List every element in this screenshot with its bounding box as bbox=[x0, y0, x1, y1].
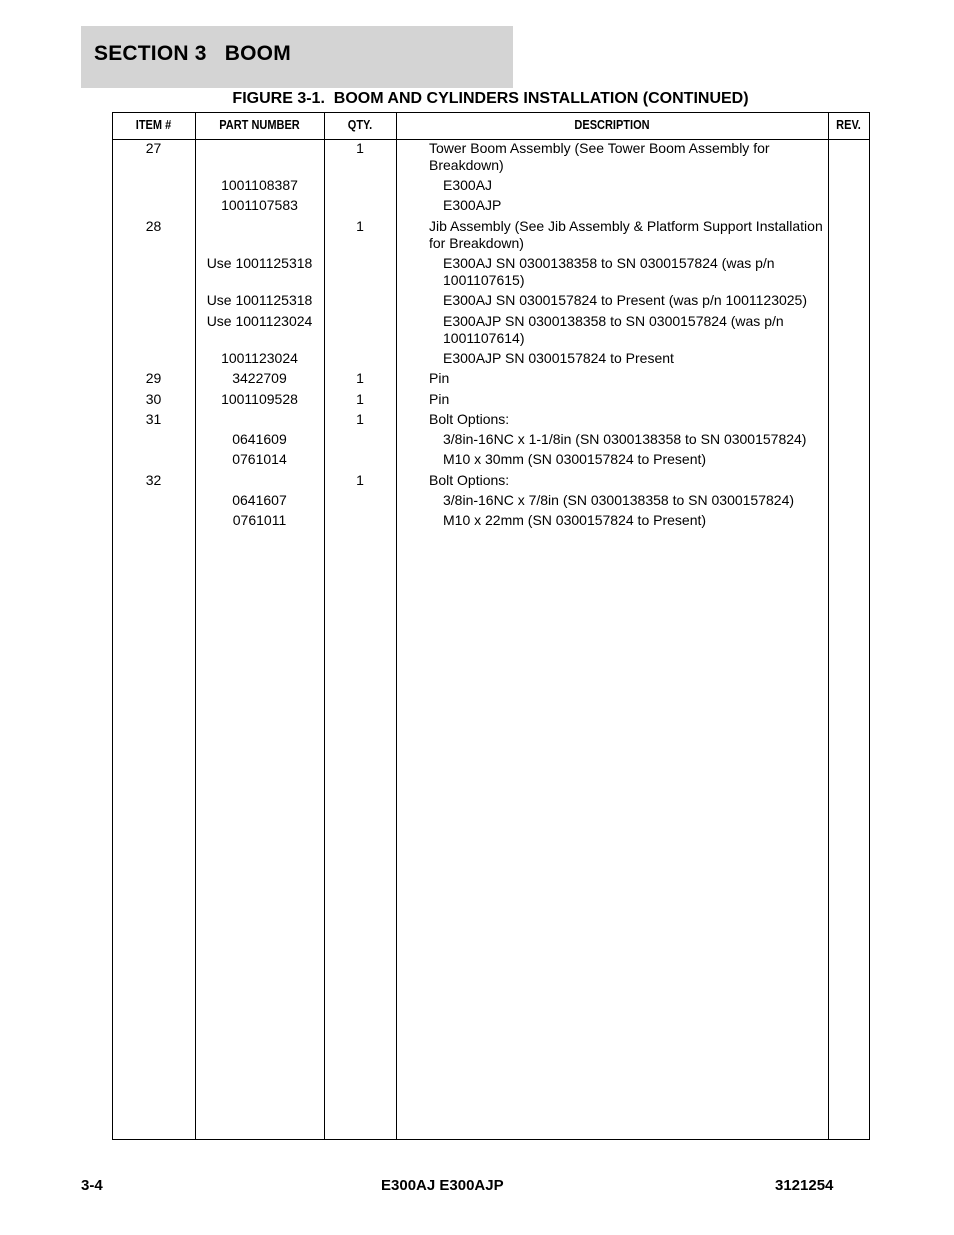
row-part-number: 0641609 bbox=[232, 431, 287, 447]
header-part-number: PART NUMBER bbox=[219, 118, 300, 132]
header-rev: REV. bbox=[836, 118, 861, 132]
row-description: E300AJ SN 0300157824 to Present (was p/n 1001123025) bbox=[443, 292, 807, 308]
row-part-number: 0761014 bbox=[232, 451, 287, 467]
row-item: 32 bbox=[145, 472, 162, 488]
footer-page-number: 3-4 bbox=[81, 1177, 103, 1194]
row-qty: 1 bbox=[356, 411, 364, 427]
row-description: Pin bbox=[429, 391, 450, 407]
row-description: Pin bbox=[429, 370, 450, 386]
figure-title: FIGURE 3-1. BOOM AND CYLINDERS INSTALLATION (CONTINUED) bbox=[232, 90, 749, 107]
row-item: 29 bbox=[145, 370, 162, 386]
section-title: SECTION 3 BOOM bbox=[94, 42, 291, 65]
row-item: 30 bbox=[145, 391, 162, 407]
row-description: E300AJP SN 0300157824 to Present bbox=[443, 350, 674, 366]
footer-model: E300AJ E300AJP bbox=[381, 1177, 504, 1194]
header-qty: QTY. bbox=[347, 118, 373, 132]
row-description: E300AJP bbox=[443, 197, 502, 213]
row-description: 3/8in-16NC x 1-1/8in (SN 0300138358 to SN 0300157824) bbox=[443, 431, 807, 447]
row-item: 28 bbox=[145, 218, 162, 234]
row-part-number: 3422709 bbox=[232, 370, 287, 386]
row-description: M10 x 30mm (SN 0300157824 to Present) bbox=[443, 451, 707, 467]
row-item: 31 bbox=[145, 411, 162, 427]
row-description: M10 x 22mm (SN 0300157824 to Present) bbox=[443, 512, 707, 528]
column-divider bbox=[828, 112, 829, 1140]
column-divider bbox=[324, 112, 325, 1140]
row-item: 27 bbox=[145, 140, 162, 156]
row-description: Jib Assembly (See Jib Assembly & Platform Support Installation for Breakdown) bbox=[429, 218, 823, 251]
row-part-number: 1001123024 bbox=[221, 350, 298, 366]
row-description: 3/8in-16NC x 7/8in (SN 0300138358 to SN 0300157824) bbox=[443, 492, 795, 508]
row-qty: 1 bbox=[356, 370, 364, 386]
row-part-number: 1001107583 bbox=[221, 197, 298, 213]
row-part-number: Use 1001123024 bbox=[206, 313, 313, 329]
row-qty: 1 bbox=[356, 472, 364, 488]
header-item: ITEM # bbox=[135, 118, 172, 132]
row-description: E300AJ SN 0300138358 to SN 0300157824 (was p/n 1001107615) bbox=[443, 255, 775, 288]
row-part-number: 0641607 bbox=[232, 492, 287, 508]
row-qty: 1 bbox=[356, 391, 364, 407]
row-part-number: 1001108387 bbox=[221, 177, 298, 193]
header-description: DESCRIPTION bbox=[574, 118, 650, 132]
row-description: Bolt Options: bbox=[429, 411, 510, 427]
row-qty: 1 bbox=[356, 218, 364, 234]
row-description: Tower Boom Assembly (See Tower Boom Assembly for Breakdown) bbox=[429, 140, 770, 173]
row-qty: 1 bbox=[356, 140, 364, 156]
row-part-number: Use 1001125318 bbox=[206, 255, 313, 271]
row-part-number: 1001109528 bbox=[221, 391, 298, 407]
row-part-number: 0761011 bbox=[232, 512, 287, 528]
section-header bbox=[81, 26, 513, 88]
row-description: Bolt Options: bbox=[429, 472, 510, 488]
column-divider bbox=[396, 112, 397, 1140]
row-description: E300AJ bbox=[443, 177, 493, 193]
row-description: E300AJP SN 0300138358 to SN 0300157824 (was p/n 1001107614) bbox=[443, 313, 784, 346]
footer-doc-number: 3121254 bbox=[775, 1177, 834, 1194]
row-part-number: Use 1001125318 bbox=[206, 292, 313, 308]
